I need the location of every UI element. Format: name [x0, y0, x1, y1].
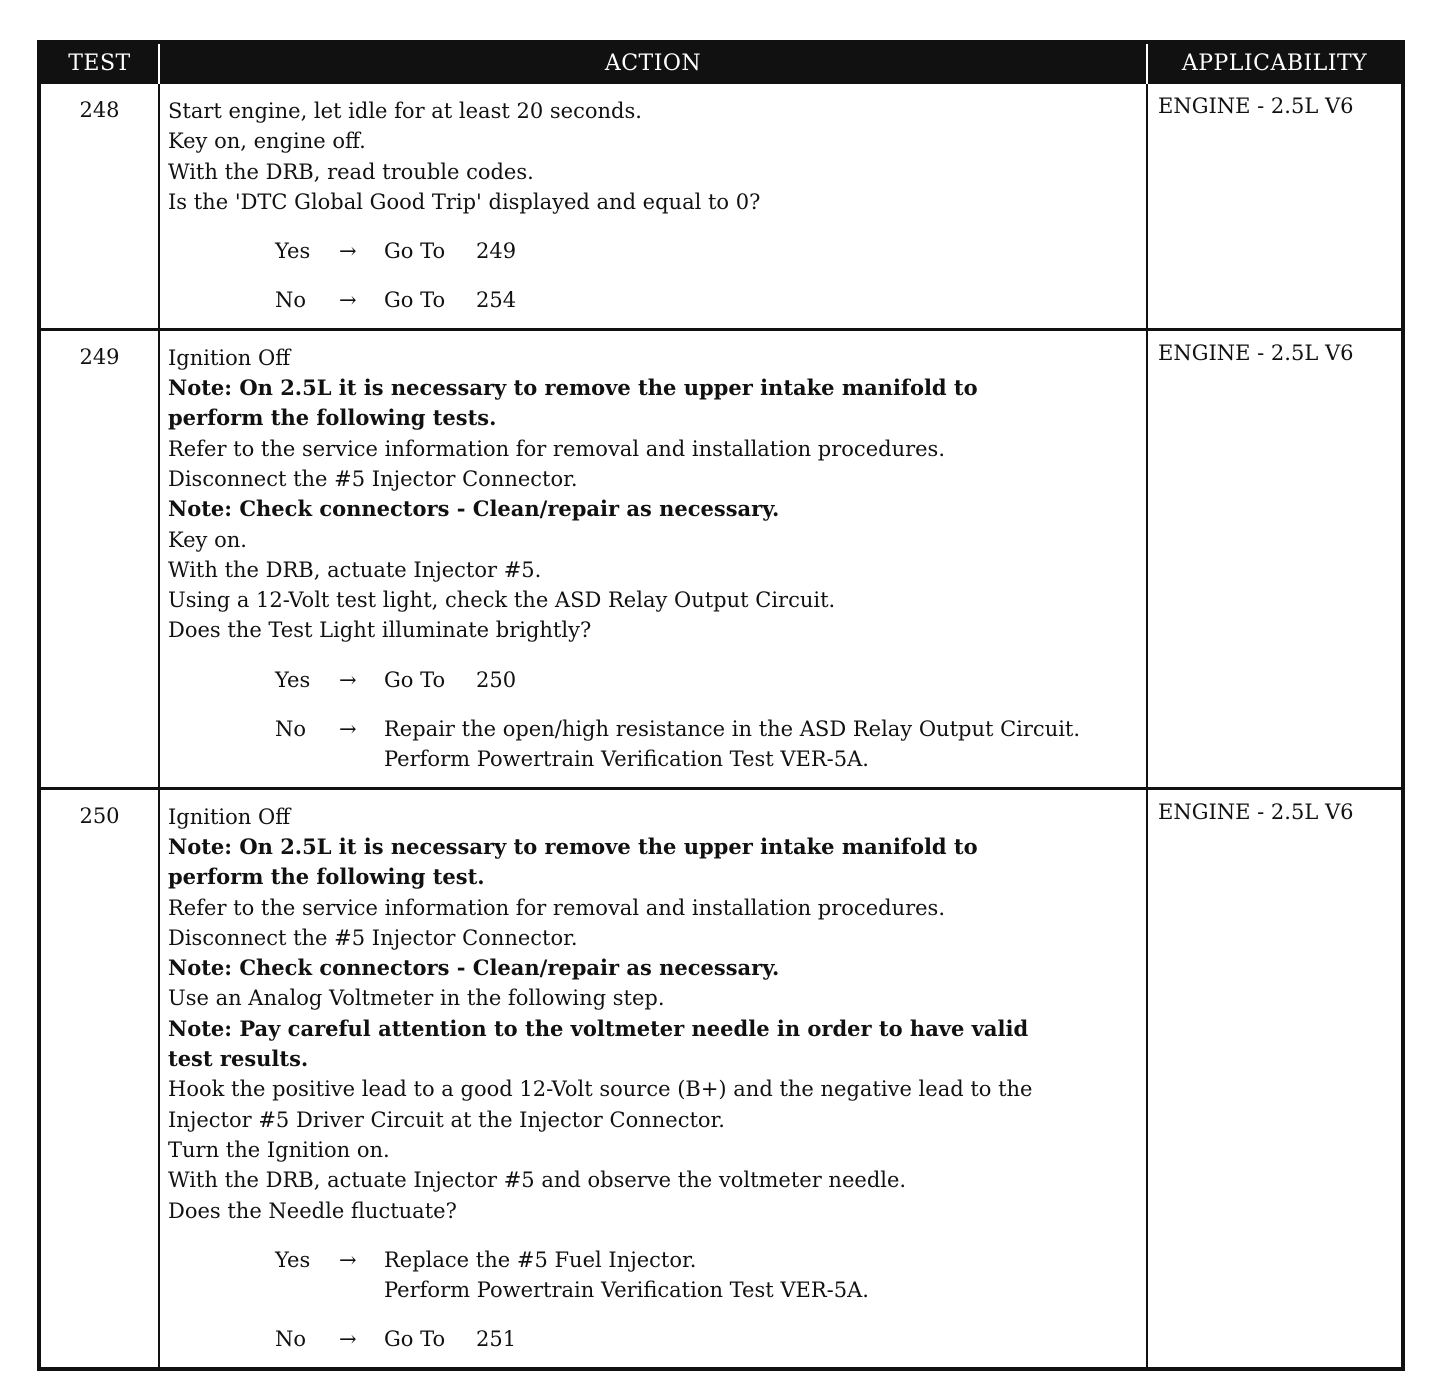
answer-result	[384, 714, 1138, 775]
answer-no	[168, 285, 1138, 315]
test-row-248	[39, 83, 1403, 329]
action-line: Ignition Off	[168, 345, 291, 370]
goto-target: 254	[476, 288, 517, 313]
answer-label: Yes	[275, 667, 311, 692]
answer-text: Perform Powertrain Verification Test VER-5A.	[384, 747, 869, 772]
test-number: 249	[39, 329, 159, 788]
action-line: Key on, engine off.	[168, 129, 366, 154]
answer-result	[384, 1245, 1138, 1306]
note-line: test results.	[168, 1046, 309, 1072]
answer-result	[384, 1324, 1138, 1354]
note-line: perform the following tests.	[168, 405, 497, 431]
action-cell	[159, 788, 1147, 1369]
action-line: Refer to the service information for removal and installation procedures.	[168, 436, 946, 461]
action-line: Ignition Off	[168, 804, 291, 829]
answer-no	[168, 1324, 1138, 1354]
goto-label: Go To	[384, 667, 446, 692]
header-test: TEST	[39, 42, 159, 83]
action-line: Is the 'DTC Global Good Trip' displayed and equal to 0?	[168, 189, 761, 214]
answer-yes	[168, 1245, 1138, 1306]
right-arrow-icon: →	[339, 1247, 357, 1272]
action-line: Injector #5 Driver Circuit at the Injector Connector.	[168, 1107, 725, 1132]
test-row-249	[39, 329, 1403, 788]
action-line: Refer to the service information for removal and installation procedures.	[168, 895, 946, 920]
answer-text: Repair the open/high resistance in the ASD Relay Output Circuit.	[384, 717, 1081, 742]
action-line: With the DRB, actuate Injector #5 and observe the voltmeter needle.	[168, 1168, 907, 1193]
test-row-250	[39, 788, 1403, 1369]
answer-label: No	[275, 288, 307, 313]
note-line: perform the following test.	[168, 864, 485, 890]
action-line: Does the Needle fluctuate?	[168, 1198, 457, 1223]
goto-target: 249	[476, 239, 517, 264]
test-number: 248	[39, 83, 159, 329]
answer-no	[168, 714, 1138, 775]
action-line: Disconnect the #5 Injector Connector.	[168, 925, 578, 950]
goto-label: Go To	[384, 1327, 446, 1352]
answer-list	[168, 236, 1138, 316]
action-cell	[159, 329, 1147, 788]
note-line: Note: Check connectors - Clean/repair as necessary.	[168, 955, 780, 981]
diagnostic-test-table	[37, 40, 1405, 1371]
answer-label: Yes	[275, 239, 311, 264]
table-header-row	[39, 42, 1403, 83]
answer-result	[384, 285, 1138, 315]
header-action: ACTION	[159, 42, 1147, 83]
action-line: Use an Analog Voltmeter in the following step.	[168, 986, 665, 1011]
action-line: Hook the positive lead to a good 12-Volt source (B+) and the negative lead to the	[168, 1077, 1033, 1102]
action-line: With the DRB, actuate Injector #5.	[168, 557, 542, 582]
action-line: With the DRB, read trouble codes.	[168, 159, 534, 184]
answer-text: Replace the #5 Fuel Injector.	[384, 1247, 697, 1272]
goto-label: Go To	[384, 288, 446, 313]
answer-text: Perform Powertrain Verification Test VER-5A.	[384, 1278, 869, 1303]
answer-yes	[168, 665, 1138, 695]
applicability-cell: ENGINE - 2.5L V6	[1147, 83, 1403, 329]
action-line: Turn the Ignition on.	[168, 1137, 390, 1162]
action-line: Start engine, let idle for at least 20 seconds.	[168, 99, 642, 123]
header-applicability: APPLICABILITY	[1147, 42, 1403, 83]
note-line: Note: On 2.5L it is necessary to remove the upper intake manifold to	[168, 375, 978, 401]
answer-yes	[168, 236, 1138, 266]
answer-label: No	[275, 717, 307, 742]
goto-target: 250	[476, 667, 517, 692]
answer-list	[168, 665, 1138, 775]
answer-label: No	[275, 1327, 307, 1352]
answer-label: Yes	[275, 1247, 311, 1272]
action-line: Does the Test Light illuminate brightly?	[168, 618, 592, 643]
right-arrow-icon: →	[339, 239, 357, 264]
right-arrow-icon: →	[339, 1327, 357, 1352]
answer-result	[384, 236, 1138, 266]
test-number: 250	[39, 788, 159, 1369]
note-line: Note: Check connectors - Clean/repair as necessary.	[168, 496, 780, 522]
action-line: Key on.	[168, 527, 247, 552]
answer-result	[384, 665, 1138, 695]
note-line: Note: On 2.5L it is necessary to remove the upper intake manifold to	[168, 833, 978, 859]
right-arrow-icon: →	[339, 288, 357, 313]
applicability-cell: ENGINE - 2.5L V6	[1147, 788, 1403, 1369]
answer-list	[168, 1245, 1138, 1355]
action-line: Disconnect the #5 Injector Connector.	[168, 466, 578, 491]
applicability-cell: ENGINE - 2.5L V6	[1147, 329, 1403, 788]
right-arrow-icon: →	[339, 667, 357, 692]
right-arrow-icon: →	[339, 717, 357, 742]
goto-target: 251	[476, 1327, 517, 1352]
action-line: Using a 12-Volt test light, check the ASD Relay Output Circuit.	[168, 588, 836, 613]
note-line: Note: Pay careful attention to the voltmeter needle in order to have valid	[168, 1015, 1029, 1041]
action-cell	[159, 83, 1147, 329]
goto-label: Go To	[384, 239, 446, 264]
